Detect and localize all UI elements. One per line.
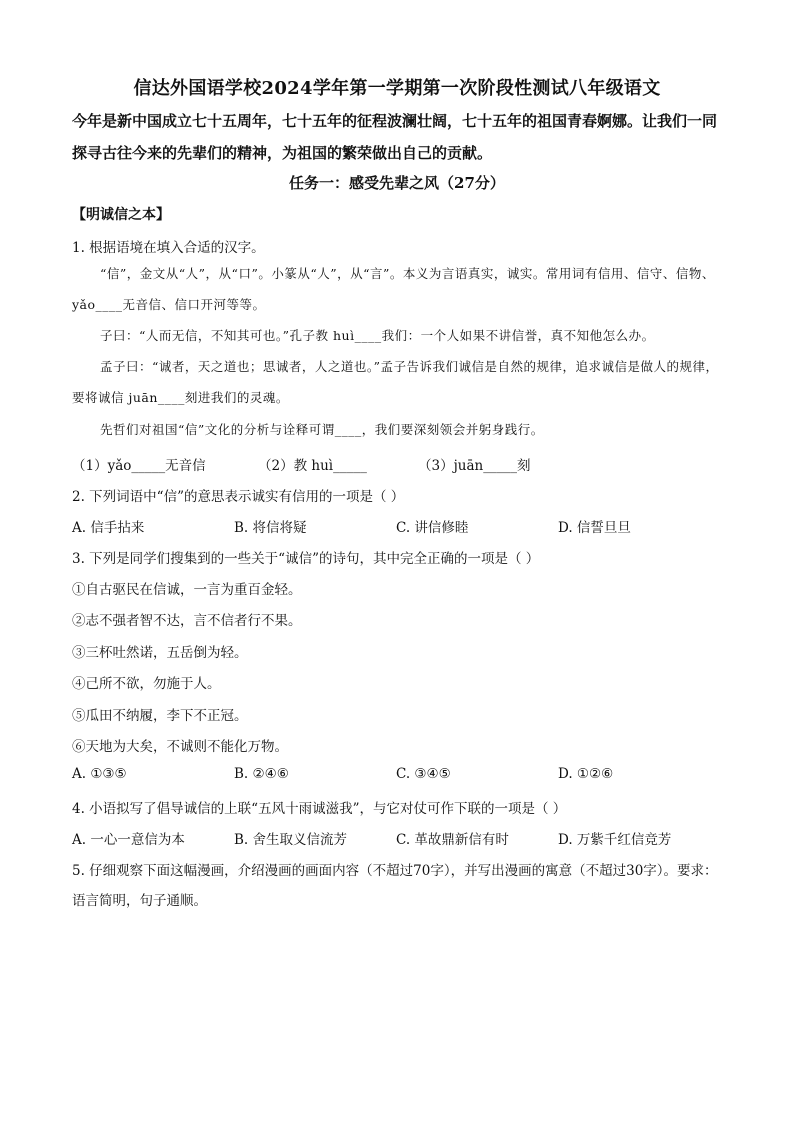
q3-option-c[interactable]: C. ③④⑤ — [396, 766, 451, 782]
q2-option-b[interactable]: B. 将信将疑 — [234, 520, 307, 536]
q3-item: ⑤瓜田不纳履，李下不正冠。 — [72, 708, 248, 724]
intro-paragraph: 今年是新中国成立七十五周年，七十五年的征程波澜壮阔，七十五年的祖国青春婀娜。让我们一同探寻古往今来的先辈们的精神，为祖国的繁荣做出自己的贡献。 — [72, 112, 718, 162]
q1-answer-2[interactable]: （2）教 huì_____ — [258, 458, 367, 474]
q3-item: ③三杯吐然诺，五岳倒为轻。 — [72, 645, 248, 661]
q4-option-c[interactable]: C. 革故鼎新信有时 — [396, 832, 509, 848]
q1-answer-3[interactable]: （3）juān_____刻 — [418, 458, 531, 474]
q5-stem: 5. 仔细观察下面这幅漫画，介绍漫画的画面内容（不超过70字），并写出漫画的寓意（不超过30字）。要求：语言简明，句子通顺。 — [72, 863, 718, 909]
q3-option-d[interactable]: D. ①②⑥ — [558, 766, 614, 782]
q2-option-a[interactable]: A. 信手拈来 — [72, 520, 145, 536]
q4-option-a[interactable]: A. 一心一意信为本 — [72, 832, 185, 848]
q3-item: ④己所不欲，勿施于人。 — [72, 676, 221, 692]
q3-item: ①自古驱民在信诚，一言为重百金轻。 — [72, 582, 302, 598]
q3-stem: 3. 下列是同学们搜集到的一些关于“诚信”的诗句，其中完全正确的一项是（ ） — [72, 551, 540, 567]
q1-stem: 1. 根据语境在填入合适的汉字。 — [72, 240, 265, 256]
q3-item: ⑥天地为大矣，不诚则不能化万物。 — [72, 739, 288, 755]
task-heading: 任务一：感受先辈之风（27分） — [289, 174, 505, 192]
q1-passage-1: “信”，金文从“人”，从“口”。小篆从“人”，从“言”。本义为言语真实，诚实。常用词有信用、信守、信物、yǎo____无音信、信口开河等等。 — [72, 266, 715, 312]
q3-option-b[interactable]: B. ②④⑥ — [234, 766, 289, 782]
q4-option-d[interactable]: D. 万紫千红信竞芳 — [558, 832, 672, 848]
q1-passage-2: 子曰：“人而无信，不知其可也。”孔子教 huì____我们：一个人如果不讲信誉，真不知他怎么办。 — [100, 328, 655, 343]
q3-item: ②志不强者智不达，言不信者行不果。 — [72, 613, 302, 629]
q3-option-a[interactable]: A. ①③⑤ — [72, 766, 127, 782]
q2-option-d[interactable]: D. 信誓旦旦 — [558, 520, 631, 536]
q1-passage-3: 孟子曰：“诚者，天之道也；思诚者，人之道也。”孟子告诉我们诚信是自然的规律，追求诚信是做人的规律，要将诚信 juān____刻进我们的灵魂。 — [72, 359, 719, 405]
q4-stem: 4. 小语拟写了倡导诚信的上联“五风十雨诚滋我”，与它对仗可作下联的一项是（ ） — [72, 801, 567, 817]
q1-passage-4: 先哲们对祖国“信”文化的分析与诠释可谓____，我们要深刻领会并躬身践行。 — [100, 422, 544, 437]
section-heading: 【明诚信之本】 — [72, 207, 170, 223]
q1-answer-1[interactable]: （1）yǎo_____无音信 — [72, 458, 206, 474]
exam-title: 信达外国语学校2024学年第一学期第一次阶段性测试八年级语文 — [133, 78, 661, 99]
q4-option-b[interactable]: B. 舍生取义信流芳 — [234, 832, 348, 848]
q2-stem: 2. 下列词语中“信”的意思表示诚实有信用的一项是（ ） — [72, 489, 405, 505]
q2-option-c[interactable]: C. 讲信修睦 — [396, 520, 469, 536]
